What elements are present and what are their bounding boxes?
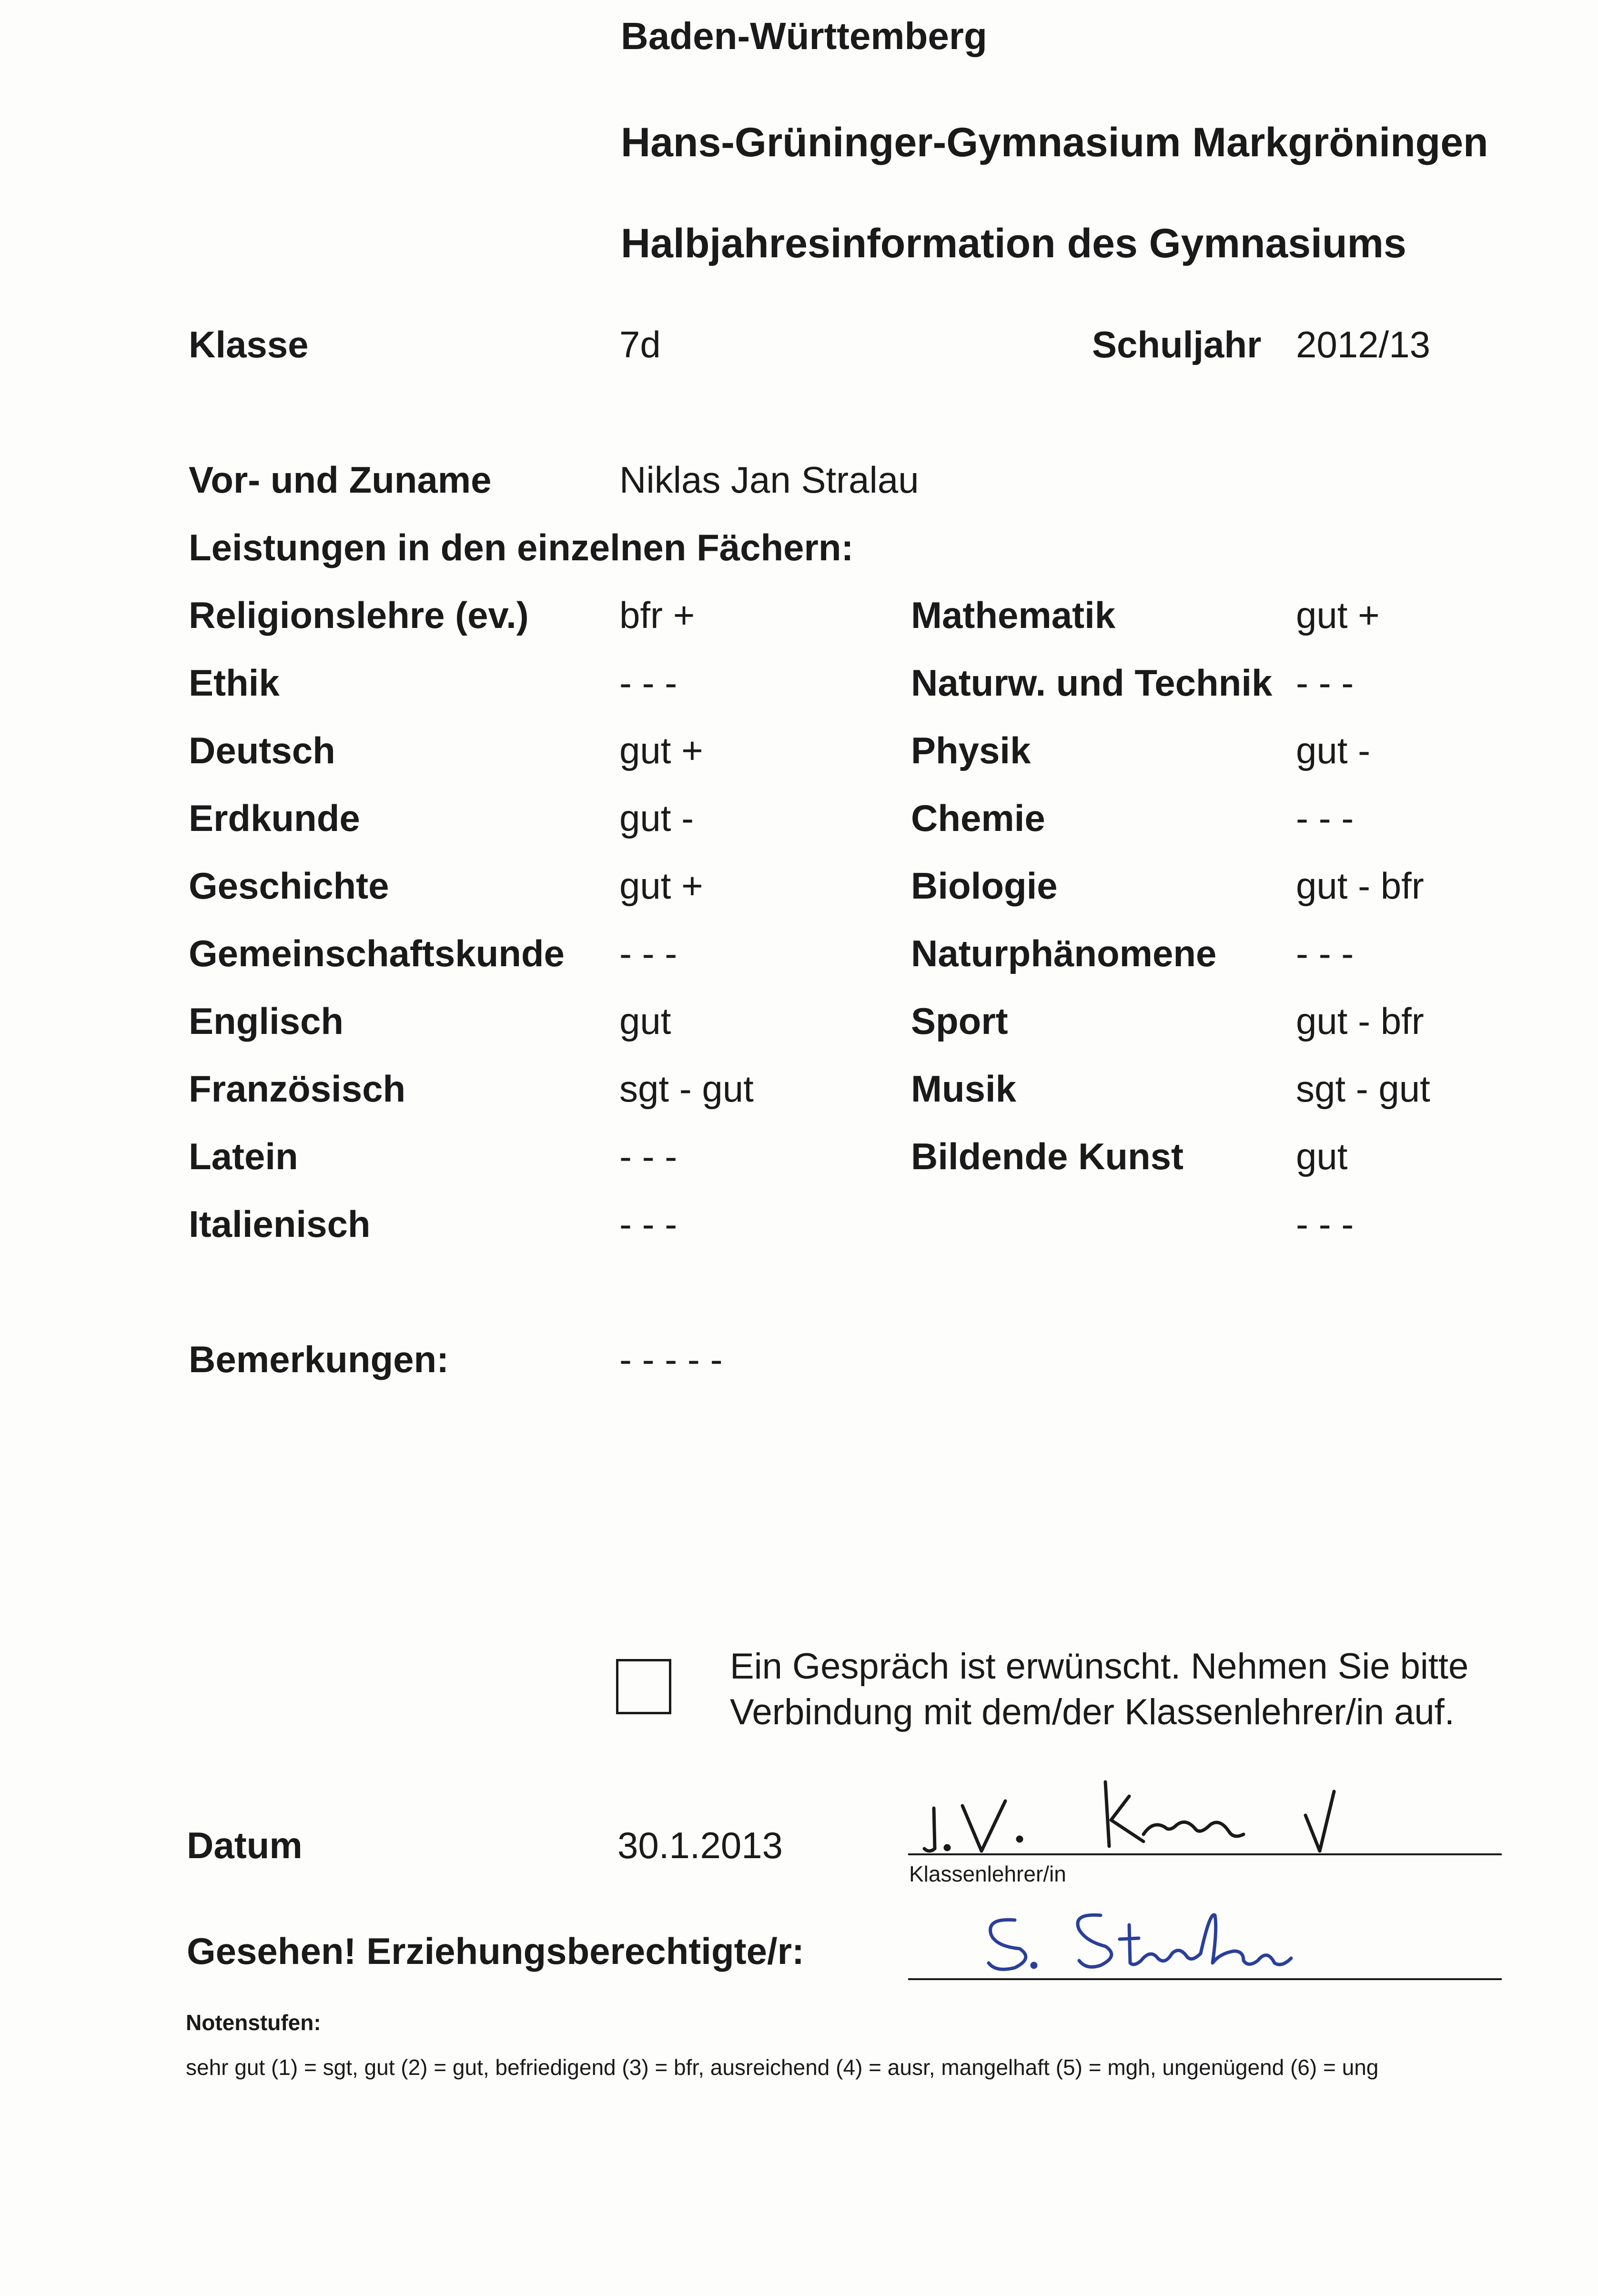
grade-value: gut - bfr	[1296, 865, 1424, 907]
grades-heading: Leistungen in den einzelnen Fächern:	[189, 526, 854, 568]
subject-label: Gemeinschaftskunde	[189, 932, 565, 974]
grade-value: gut +	[1296, 594, 1380, 636]
subject-label: Erdkunde	[189, 797, 360, 839]
grade-value: gut +	[619, 865, 703, 907]
teacher-signature-line	[908, 1853, 1502, 1855]
conversation-request-checkbox[interactable]	[616, 1659, 671, 1714]
grade-value: gut - bfr	[1296, 1000, 1424, 1042]
subject-label: Biologie	[911, 865, 1058, 907]
subject-label: Deutsch	[189, 729, 335, 771]
subject-label: Physik	[911, 729, 1031, 771]
grade-value: sgt - gut	[1296, 1068, 1430, 1110]
subject-label: Latein	[189, 1135, 298, 1177]
date-label: Datum	[187, 1824, 303, 1866]
grade-value: - - -	[1296, 662, 1354, 704]
remarks-label: Bemerkungen:	[189, 1338, 449, 1380]
conversation-notice	[730, 1644, 1540, 1735]
guardian-signature-line	[908, 1978, 1502, 1980]
legend-title: Notenstufen:	[186, 2010, 321, 2035]
date-value: 30.1.2013	[617, 1824, 783, 1866]
subject-label: Chemie	[911, 797, 1045, 839]
grade-value: - - -	[1296, 932, 1354, 974]
subject-label: Italienisch	[189, 1203, 371, 1245]
grade-value: - - -	[1296, 797, 1354, 839]
state-name: Baden-Württemberg	[621, 15, 987, 57]
subject-label: Religionslehre (ev.)	[189, 594, 529, 636]
subject-label: Geschichte	[189, 865, 389, 907]
guardian-signature	[977, 1901, 1358, 1982]
class-label: Klasse	[189, 324, 309, 365]
school-year-label: Schuljahr	[1092, 324, 1262, 365]
grade-value: - - -	[619, 1203, 678, 1245]
subject-label: Englisch	[189, 1000, 344, 1042]
grade-value: - - -	[619, 662, 678, 704]
grade-value: - - -	[1296, 1203, 1354, 1245]
grade-value: gut -	[1296, 729, 1371, 771]
notice-line-2: Verbindung mit dem/der Klassenlehrer/in auf.	[730, 1692, 1455, 1732]
notice-line-1: Ein Gespräch ist erwünscht. Nehmen Sie bitte	[730, 1646, 1469, 1687]
class-value: 7d	[619, 324, 661, 365]
grade-value: gut	[1296, 1135, 1348, 1177]
remarks-value: - - - - -	[619, 1338, 723, 1380]
subject-label: Französisch	[189, 1068, 406, 1110]
grade-value: bfr +	[619, 594, 695, 636]
grade-value: sgt - gut	[619, 1068, 754, 1110]
subject-label: Mathematik	[911, 594, 1116, 636]
grade-value: gut	[619, 1000, 671, 1042]
teacher-caption: Klassenlehrer/in	[909, 1861, 1066, 1886]
subject-label: Naturw. und Technik	[911, 662, 1273, 704]
legend-text: sehr gut (1) = sgt, gut (2) = gut, befriedigend (3) = bfr, ausreichend (4) = ausr, mangelhaft (5) = mgh, ungenügend (6) = ung	[186, 2055, 1379, 2080]
grade-value: gut +	[619, 729, 703, 771]
school-name: Hans-Grüninger-Gymnasium Markgröningen	[621, 120, 1488, 165]
guardian-label: Gesehen! Erziehungsberechtigte/r:	[187, 1930, 804, 1972]
subject-label: Ethik	[189, 662, 280, 704]
subject-label: Musik	[911, 1068, 1017, 1110]
school-year-value: 2012/13	[1296, 324, 1430, 365]
name-label: Vor- und Zuname	[189, 459, 492, 501]
grade-value: - - -	[619, 1135, 678, 1177]
grade-value: gut -	[619, 797, 694, 839]
document-title: Halbjahresinformation des Gymnasiums	[621, 221, 1406, 266]
name-value: Niklas Jan Stralau	[619, 459, 919, 501]
subject-label: Naturphänomene	[911, 932, 1217, 974]
subject-label: Bildende Kunst	[911, 1135, 1184, 1177]
subject-label: Sport	[911, 1000, 1008, 1042]
teacher-signature	[905, 1763, 1372, 1858]
grade-value: - - -	[619, 932, 678, 974]
